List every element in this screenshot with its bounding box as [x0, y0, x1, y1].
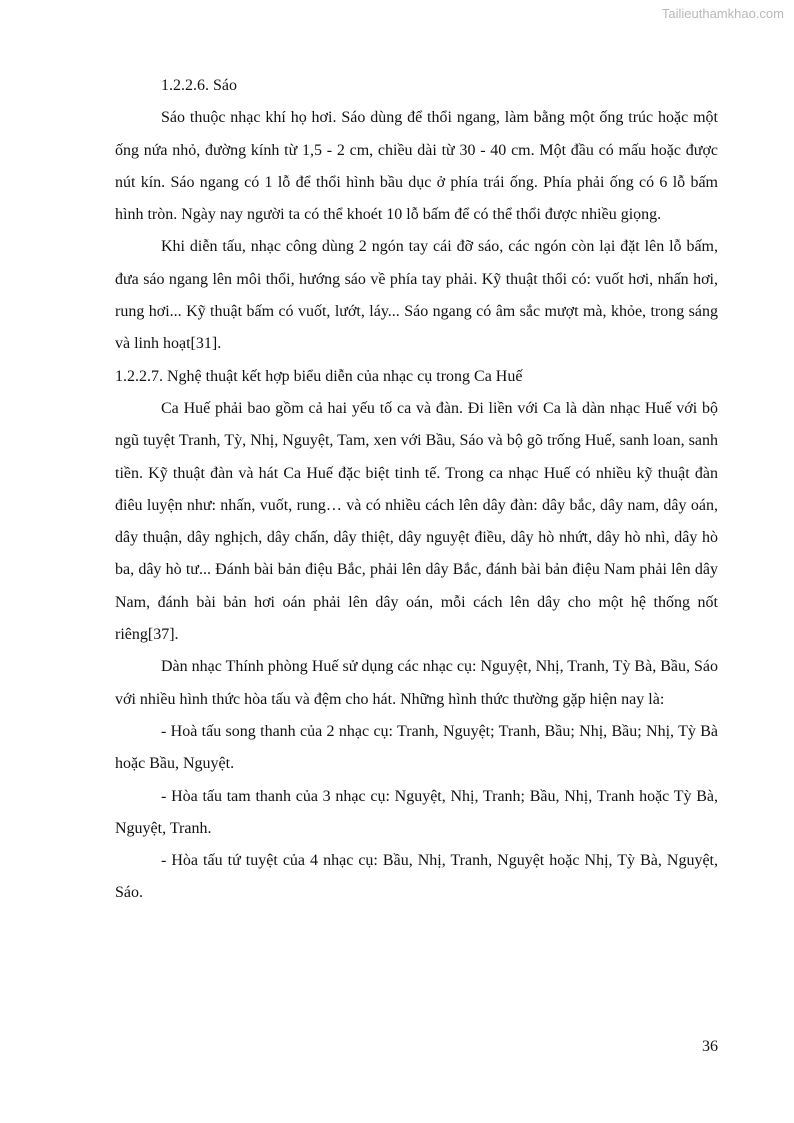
list-item: - Hòa tấu tứ tuyệt của 4 nhạc cụ: Bầu, Nhị, Tranh, Nguyệt hoặc Nhị, Tỳ Bà, Nguyệt, Sáo.	[115, 852, 718, 902]
list-item: - Hòa tấu tam thanh của 3 nhạc cụ: Nguyệt, Nhị, Tranh; Bầu, Nhị, Tranh hoặc Tỳ Bà, Nguyệt, Tranh.	[115, 787, 718, 837]
paragraph: Dàn nhạc Thính phòng Huế sử dụng các nhạc cụ: Nguyệt, Nhị, Tranh, Tỳ Bà, Bầu, Sáo với nhiều hình thức hòa tấu và đệm cho hát. Những hình thức thường gặp hiện nay là:	[115, 658, 718, 708]
section-heading-1227: 1.2.2.7. Nghệ thuật kết hợp biểu diễn của nhạc cụ trong Ca Huế	[115, 367, 523, 385]
paragraph: Khi diễn tấu, nhạc công dùng 2 ngón tay cái đỡ sáo, các ngón còn lại đặt lên lỗ bấm, đưa sáo ngang lên môi thổi, hướng sáo về phía tay phải. Kỹ thuật thổi có: vuốt hơi, nhấn hơi, rung hơi... Kỹ thuật bấm có vuốt, lướt, láy... Sáo ngang có âm sắc mượt mà, khỏe, trong sáng và linh hoạt[31].	[115, 238, 718, 353]
page-body	[115, 70, 718, 910]
watermark-text: Tailieuthamkhao.com	[661, 6, 784, 21]
list-item: - Hoà tấu song thanh của 2 nhạc cụ: Tranh, Nguyệt; Tranh, Bầu; Nhị, Bầu; Nhị, Tỳ Bà hoặc Bầu, Nguyệt.	[115, 722, 718, 773]
page-number: 36	[702, 1038, 718, 1055]
section-heading-1226: 1.2.2.6. Sáo	[161, 77, 237, 94]
paragraph: Ca Huế phải bao gồm cả hai yếu tố ca và đàn. Đi liền với Ca là dàn nhạc Huế với bộ ngũ tuyệt Tranh, Tỳ, Nhị, Nguyệt, Tam, xen với Bầu, Sáo và bộ gõ trống Huế, sanh loan, sanh tiền. Kỹ thuật đàn và hát Ca Huế đặc biệt tinh tế. Trong ca nhạc Huế có nhiều kỹ thuật đàn điêu luyện như: nhấn, vuốt, rung… và có nhiều cách lên dây đàn: dây bắc, dây nam, dây oán, dây thuận, dây nghịch, dây chấn, dây thiệt, dây nguyệt điều, dây hò nhứt, dây hò nhì, dây hò ba, dây hò tư... Đánh bài bản điệu Bắc, phải lên dây Bắc, đánh bài bản điệu Nam phải lên dây Nam, đánh bài bản hơi oán phải lên dây oán, mỗi cách lên dây cho một hệ thống nốt riêng[37].	[115, 399, 718, 644]
paragraph: Sáo thuộc nhạc khí họ hơi. Sáo dùng để thổi ngang, làm bằng một ống trúc hoặc một ống nứa nhỏ, đường kính từ 1,5 - 2 cm, chiều dài từ 30 - 40 cm. Một đầu có mấu hoặc được nút kín. Sáo ngang có 1 lỗ để thổi hình bầu dục ở phía trái ống. Phía phải ống có 6 lỗ bấm hình tròn. Ngày nay người ta có thể khoét 10 lỗ bấm để có thể thổi được nhiều giọng.	[115, 109, 718, 224]
